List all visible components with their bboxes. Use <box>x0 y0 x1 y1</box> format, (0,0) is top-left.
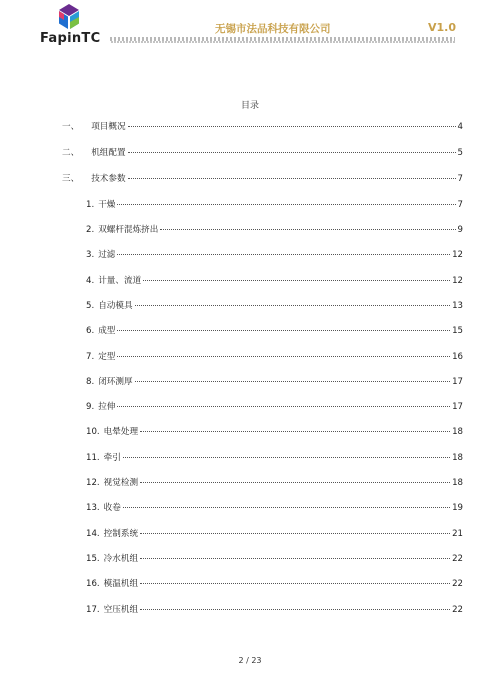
toc-leader-dots <box>123 507 450 508</box>
toc-entry-page: 22 <box>452 605 463 615</box>
toc-leader-dots <box>140 533 450 534</box>
toc-entry-page: 19 <box>452 503 463 513</box>
toc-title: 目录 <box>240 101 259 111</box>
company-name: 无锡市法品科技有限公司 <box>215 23 331 35</box>
toc-leader-dots <box>117 330 450 331</box>
toc-entry[interactable] <box>86 502 463 514</box>
toc-entry-label: 闭环测厚 <box>98 377 133 387</box>
toc-entry[interactable] <box>86 249 463 261</box>
toc-leader-dots <box>160 229 455 230</box>
toc-entry-number: 6. <box>86 326 95 336</box>
toc-entry-label: 技术参数 <box>91 174 126 184</box>
toc-leader-dots <box>128 178 456 179</box>
toc-entry-number: 一、 <box>62 122 80 132</box>
toc-entry-page: 17 <box>452 402 463 412</box>
toc-entry-label: 计量、流道 <box>98 276 142 286</box>
toc-entry[interactable] <box>86 325 463 337</box>
toc-entry-page: 9 <box>457 225 463 235</box>
toc-entry-label: 空压机组 <box>103 605 139 615</box>
toc-leader-dots <box>140 431 450 432</box>
toc-entry-page: 16 <box>452 352 463 362</box>
toc-leader-dots <box>117 254 450 255</box>
toc-entry-number: 9. <box>86 402 95 412</box>
toc-entry-page: 5 <box>457 148 463 158</box>
toc-entry-label: 成型 <box>98 326 116 336</box>
toc-leader-dots <box>143 280 450 281</box>
toc-entry-page: 12 <box>452 250 463 260</box>
toc-entry-number: 12. <box>86 478 100 488</box>
toc-entry[interactable] <box>86 224 463 236</box>
toc-leader-dots <box>117 356 450 357</box>
toc-entry[interactable] <box>86 477 463 489</box>
toc-entry[interactable] <box>86 578 463 590</box>
toc-entry-page: 22 <box>452 554 463 564</box>
toc-entry-number: 17. <box>86 605 100 615</box>
toc-entry[interactable] <box>62 173 463 185</box>
toc-entry[interactable] <box>62 147 463 159</box>
toc-entry-label: 干燥 <box>98 200 116 210</box>
toc-entry-page: 7 <box>457 174 463 184</box>
toc-leader-dots <box>140 609 450 610</box>
toc-entry-label: 定型 <box>98 352 116 362</box>
toc-entry-number: 8. <box>86 377 95 387</box>
toc-leader-dots <box>135 305 450 306</box>
toc-entry-label: 拉伸 <box>98 402 116 412</box>
version-label: V1.0 <box>428 21 456 34</box>
toc-entry-label: 双螺杆混炼挤出 <box>98 225 159 235</box>
toc-entry-page: 22 <box>452 579 463 589</box>
toc-entry-page: 12 <box>452 276 463 286</box>
toc-entry-label: 过滤 <box>98 250 116 260</box>
toc-entry-number: 3. <box>86 250 95 260</box>
toc-leader-dots <box>140 583 450 584</box>
toc-entry-page: 7 <box>457 200 463 210</box>
toc-entry-page: 18 <box>452 478 463 488</box>
toc-entry-page: 18 <box>452 453 463 463</box>
toc-entry[interactable] <box>86 426 463 438</box>
toc-entry-page: 18 <box>452 427 463 437</box>
toc-entry-number: 4. <box>86 276 95 286</box>
toc-entry[interactable] <box>62 121 463 133</box>
toc-entry[interactable] <box>86 401 463 413</box>
toc-leader-dots <box>123 457 450 458</box>
toc-entry-number: 1. <box>86 200 95 210</box>
toc-entry-label: 冷水机组 <box>103 554 139 564</box>
toc-entry-page: 21 <box>452 529 463 539</box>
toc-entry-label: 电晕处理 <box>103 427 139 437</box>
toc-entry-page: 4 <box>457 122 463 132</box>
toc-entry-label: 机组配置 <box>91 148 126 158</box>
toc-entry-number: 2. <box>86 225 95 235</box>
toc-entry[interactable] <box>86 604 463 616</box>
toc-entry-label: 项目概况 <box>91 122 126 132</box>
toc-leader-dots <box>128 152 456 153</box>
toc-entry-label: 控制系统 <box>103 529 139 539</box>
toc-leader-dots <box>140 558 450 559</box>
toc-entry-number: 15. <box>86 554 100 564</box>
toc-entry-page: 15 <box>452 326 463 336</box>
toc-entry-label: 自动模具 <box>98 301 133 311</box>
toc-leader-dots <box>117 406 450 407</box>
toc-entry-number: 16. <box>86 579 100 589</box>
toc-leader-dots <box>135 381 450 382</box>
toc-entry-page: 17 <box>452 377 463 387</box>
toc-entry[interactable] <box>86 199 463 211</box>
toc-entry[interactable] <box>86 376 463 388</box>
toc-entry[interactable] <box>86 528 463 540</box>
toc-entry-number: 13. <box>86 503 100 513</box>
toc-leader-dots <box>117 204 455 205</box>
logo-text: FapinTC <box>40 31 101 46</box>
toc-entry-label: 视觉检测 <box>103 478 139 488</box>
toc-entry[interactable] <box>86 351 463 363</box>
page-indicator: 2 / 23 <box>238 656 262 665</box>
toc-entry-number: 14. <box>86 529 100 539</box>
toc-entry-number: 二、 <box>62 148 80 158</box>
toc-entry-label: 收卷 <box>103 503 121 513</box>
toc-entry-label: 牵引 <box>103 453 121 463</box>
toc-leader-dots <box>128 126 456 127</box>
toc-entry-number: 三、 <box>62 174 80 184</box>
toc-entry-number: 7. <box>86 352 95 362</box>
toc-entry-number: 11. <box>86 453 100 463</box>
toc-entry-page: 13 <box>452 301 463 311</box>
toc-entry[interactable] <box>86 300 463 312</box>
toc-leader-dots <box>140 482 450 483</box>
toc-entry[interactable] <box>86 452 463 464</box>
toc-entry[interactable] <box>86 553 463 565</box>
toc-entry-label: 模温机组 <box>103 579 139 589</box>
toc-entry[interactable] <box>86 275 463 287</box>
toc-entry-number: 10. <box>86 427 100 437</box>
toc-entry-number: 5. <box>86 301 95 311</box>
